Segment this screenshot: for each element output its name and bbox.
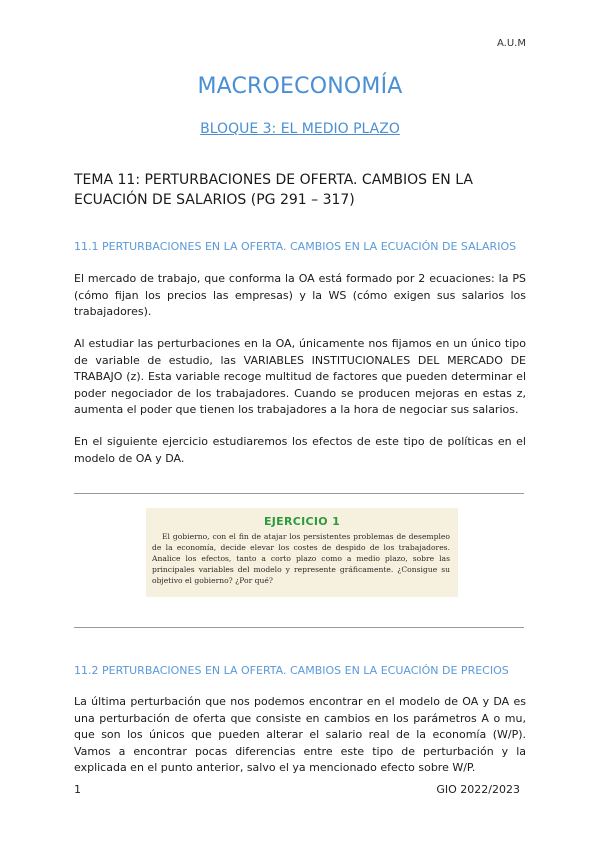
exercise-text: El gobierno, con el fin de atajar los persistentes problemas de desempleo de la economía, decide elevar los costes de despido de los trabajadores. Analice los efectos, tanto a corto plazo como a medio plazo, sobre las principales variables del modelo y represente gráficamente. ¿Consigue su objetivo el gobierno? ¿Por qué?	[152, 532, 450, 585]
footer-course: GIO 2022/2023	[436, 783, 520, 796]
topic-heading: TEMA 11: PERTURBACIONES DE OFERTA. CAMBIOS EN LA ECUACIÓN DE SALARIOS (PG 291 – 317)	[74, 172, 473, 208]
section-1-paragraph-3: En el siguiente ejercicio estudiaremos los efectos de este tipo de políticas en el modelo de OA y DA.	[74, 435, 526, 465]
divider-bottom	[74, 627, 524, 628]
section-2-paragraph-1: La última perturbación que nos podemos encontrar en el modelo de OA y DA es una perturbación de oferta que consiste en cambios en los parámetros A o mu, que son los únicos que pueden alterar el salario real de la economía (W/P). Vamos a encontrar pocas diferencias entre este tipo de perturbación y la explicada en el punto anterior, salvo el ya mencionado efecto sobre W/P.	[74, 695, 526, 774]
author-initials: A.U.M	[497, 38, 526, 49]
exercise-title: EJERCICIO 1	[263, 515, 341, 528]
section-1-heading: 11.1 PERTURBACIONES EN LA OFERTA. CAMBIOS EN LA ECUACIÓN DE SALARIOS	[74, 240, 517, 253]
document-title: MACROECONOMÍA	[197, 74, 403, 99]
section-2-heading: 11.2 PERTURBACIONES EN LA OFERTA. CAMBIOS EN LA ECUACIÓN DE PRECIOS	[74, 664, 509, 677]
divider-top	[74, 493, 524, 494]
block-heading: BLOQUE 3: EL MEDIO PLAZO	[200, 121, 400, 137]
page-number: 1	[74, 783, 81, 796]
section-1-paragraph-1: El mercado de trabajo, que conforma la OA está formado por 2 ecuaciones: la PS (cómo fijan los precios las empresas) y la WS (cómo exigen sus salarios los trabajadores).	[74, 272, 526, 318]
exercise-box	[146, 508, 458, 597]
section-1-paragraph-2: Al estudiar las perturbaciones en la OA, únicamente nos fijamos en un único tipo de variable de estudio, las VARIABLES INSTITUCIONALES DEL MERCADO DE TRABAJO (z). Esta variable recoge multitud de factores que pueden determinar el poder negociador de los trabajadores. Cuando se producen mejoras en estas z, aumenta el poder que tienen los trabajadores a la hora de negociar sus salarios.	[74, 337, 526, 416]
